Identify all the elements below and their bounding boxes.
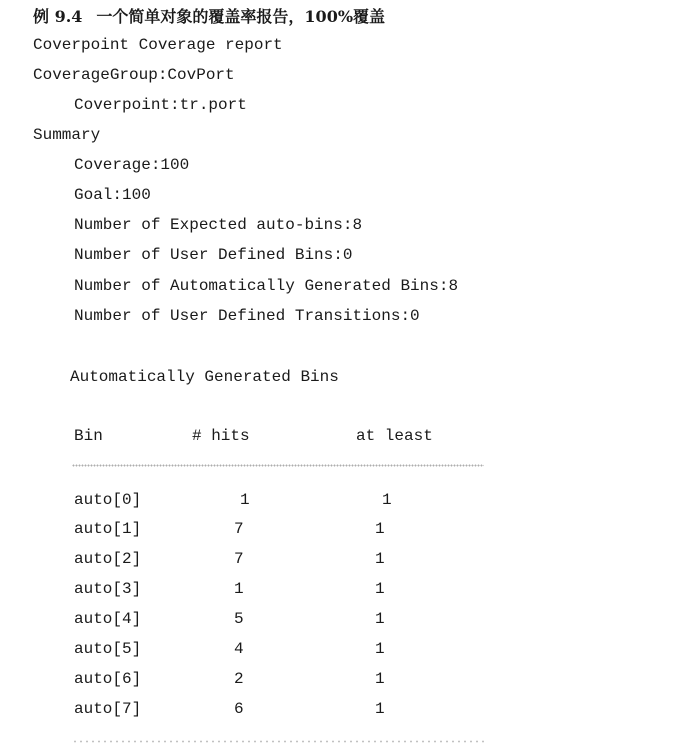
example-caption: 一个简单对象的覆盖率报告，100%覆盖 — [96, 7, 386, 26]
example-heading — [33, 4, 385, 27]
report-title: Coverpoint Coverage report — [33, 36, 283, 54]
bin-hits: 7 — [234, 550, 244, 568]
example-label: 例 9.4 — [33, 7, 83, 26]
bin-hits: 4 — [234, 640, 244, 658]
bin-at-least: 1 — [382, 491, 392, 509]
header-hits: # hits — [192, 427, 250, 445]
header-at-least: at least — [356, 427, 433, 445]
summary-auto-bins: Number of Automatically Generated Bins:8 — [74, 277, 459, 295]
bin-hits: 7 — [234, 520, 244, 538]
summary-expected-bins: Number of Expected auto-bins:8 — [74, 216, 363, 234]
coverage-group: CoverageGroup:CovPort — [33, 66, 235, 84]
bin-at-least: 1 — [375, 580, 385, 598]
bin-at-least: 1 — [375, 640, 385, 658]
bin-at-least: 1 — [375, 670, 385, 688]
table-separator-top — [72, 464, 484, 467]
bin-at-least: 1 — [375, 700, 385, 718]
bin-name: auto[0] — [74, 491, 142, 509]
bin-hits: 1 — [240, 491, 250, 509]
summary-label: Summary — [33, 126, 101, 144]
summary-goal: Goal:100 — [74, 186, 151, 204]
bin-name: auto[4] — [74, 610, 142, 628]
header-bin: Bin — [74, 427, 103, 445]
bin-hits: 5 — [234, 610, 244, 628]
bin-at-least: 1 — [375, 550, 385, 568]
bin-name: auto[6] — [74, 670, 142, 688]
table-separator-bottom — [72, 740, 484, 743]
bin-at-least: 1 — [375, 610, 385, 628]
bin-hits: 1 — [234, 580, 244, 598]
bin-at-least: 1 — [375, 520, 385, 538]
bin-name: auto[3] — [74, 580, 142, 598]
bin-hits: 6 — [234, 700, 244, 718]
bin-name: auto[5] — [74, 640, 142, 658]
summary-coverage: Coverage:100 — [74, 156, 190, 174]
summary-user-bins: Number of User Defined Bins:0 — [74, 246, 353, 264]
bin-hits: 2 — [234, 670, 244, 688]
summary-user-transitions: Number of User Defined Transitions:0 — [74, 307, 420, 325]
bin-name: auto[1] — [74, 520, 142, 538]
bin-name: auto[2] — [74, 550, 142, 568]
coverpoint-name: Coverpoint:tr.port — [74, 96, 247, 114]
bin-name: auto[7] — [74, 700, 142, 718]
section-title: Automatically Generated Bins — [70, 368, 339, 386]
